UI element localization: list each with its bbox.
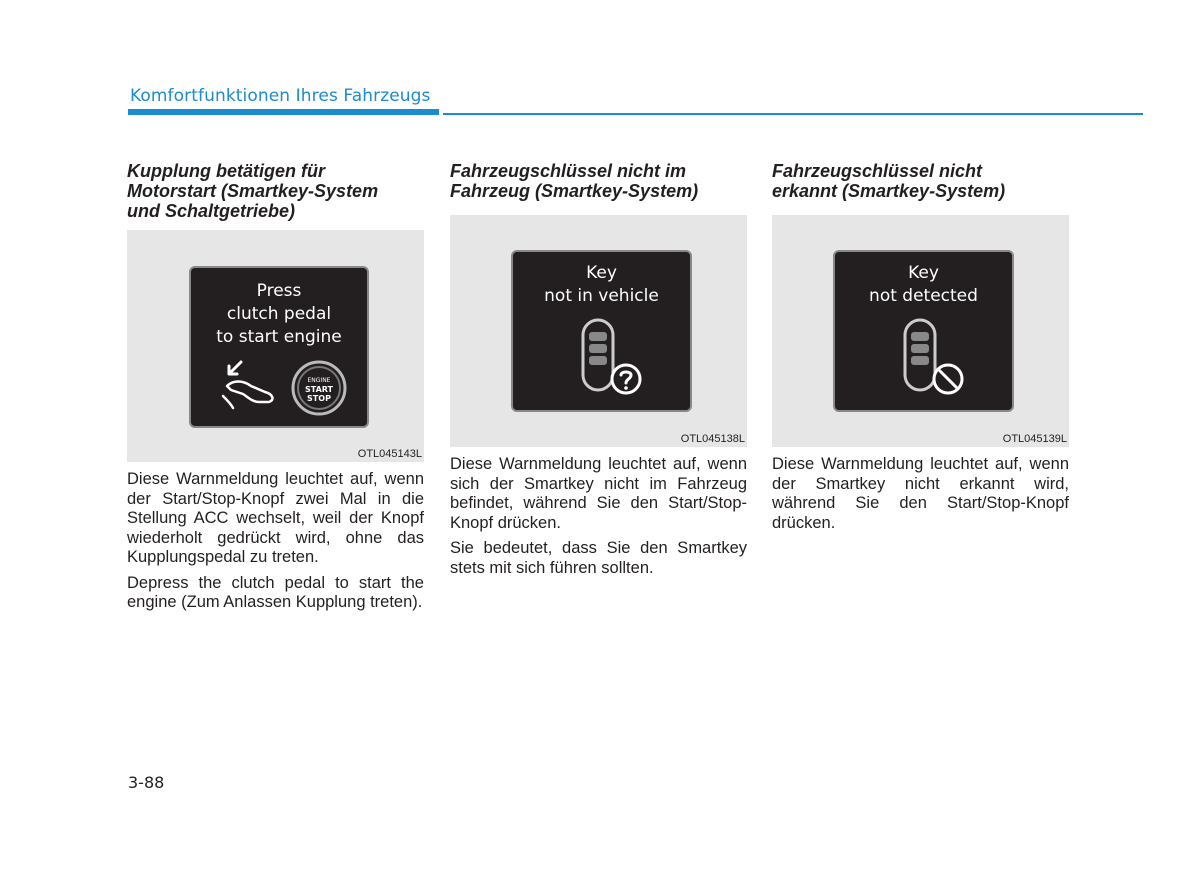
figure-code: OTL045143L <box>357 448 422 460</box>
column-clutch-pedal <box>127 161 424 619</box>
column-heading: Fahrzeugschlüssel nicht im Fahrzeug (Smartkey-System) <box>450 161 699 201</box>
display-message: Key not in vehicle <box>544 263 659 306</box>
question-mark-icon <box>609 362 643 396</box>
section-title: Komfortfunktionen Ihres Fahrzeugs <box>130 86 431 106</box>
column-body: Diese Warnmeldung leuchtet auf, wenn der Start/Stop-Knopf zwei Mal in die Stellung ACC wechselt, weil der Knopf wiederholt gedrückt wird, ohne das Kupplungspedal zu treten. Depress the clutch pedal to start the engine (Zum Anlassen Kupplung treten). <box>127 470 424 611</box>
warning-display <box>511 250 692 412</box>
column-key-not-in-vehicle <box>450 161 747 584</box>
column-heading: Kupplung betätigen für Motorstart (Smartkey-System und Schaltgetriebe) <box>127 161 379 221</box>
figure-key-not-detected <box>772 215 1069 447</box>
header-rule-thick <box>128 109 439 115</box>
clutch-pedal-icon <box>219 360 285 410</box>
figure-code: OTL045138L <box>680 433 745 445</box>
header-rule-thin <box>443 113 1143 115</box>
start-stop-button-label: ENGINE START STOP <box>304 377 334 403</box>
page-number: 3-88 <box>128 773 165 792</box>
display-message: Press clutch pedal to start engine <box>216 281 342 347</box>
warning-display <box>833 250 1014 412</box>
warning-display <box>189 266 369 428</box>
prohibited-icon <box>931 362 965 396</box>
column-body: Diese Warnmeldung leuchtet auf, wenn der Smartkey nicht erkannt wird, während Sie den Start/Stop-Knopf drücken. <box>772 455 1069 532</box>
column-key-not-detected <box>772 161 1069 539</box>
figure-code: OTL045139L <box>1002 433 1067 445</box>
figure-clutch-warning <box>127 230 424 462</box>
display-message: Key not detected <box>869 263 978 306</box>
arrow-down-left-icon <box>229 362 241 374</box>
column-body: Diese Warnmeldung leuchtet auf, wenn sich der Smartkey nicht im Fahrzeug befindet, während Sie den Start/Stop-Knopf drücken. Sie bedeutet, dass Sie den Smartkey stets mit sich führen sollten. <box>450 455 747 577</box>
column-heading: Fahrzeugschlüssel nicht erkannt (Smartkey-System) <box>772 161 1006 201</box>
figure-key-not-in-vehicle <box>450 215 747 447</box>
